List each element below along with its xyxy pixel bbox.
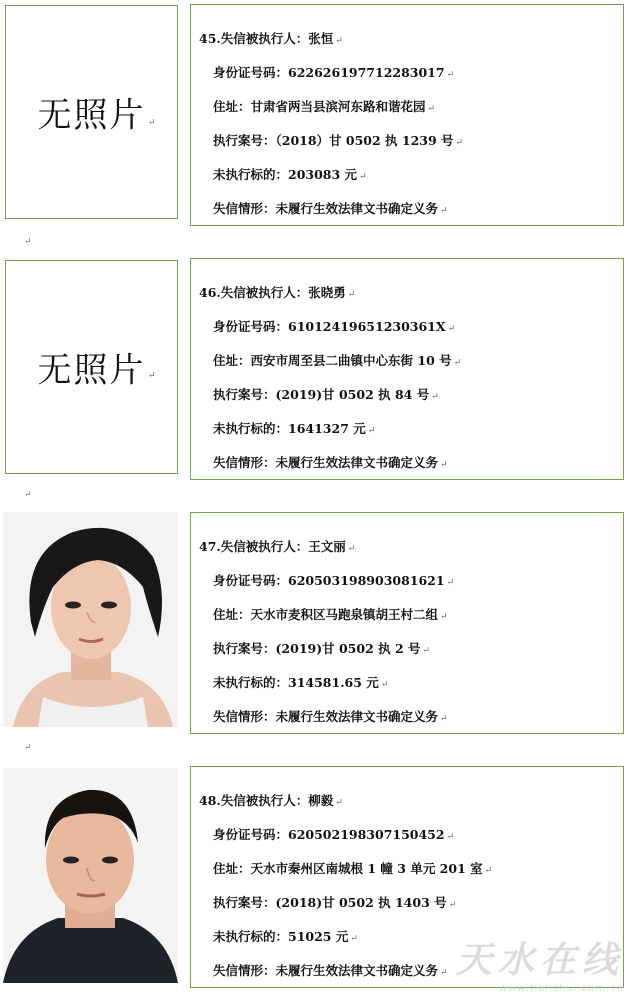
record-card-45 <box>190 4 624 226</box>
watermark-url: www.tianshui.com.cn <box>498 983 624 994</box>
photo-47 <box>3 512 178 727</box>
no-photo-text: 无照片 <box>37 350 146 391</box>
record-title: 45.失信被执行人：张恒 ↵ <box>199 31 343 46</box>
portrait-male-image <box>3 768 178 983</box>
photo-48 <box>3 768 178 983</box>
paragraph-mark: ↵ <box>24 237 32 247</box>
address-row: 住址：天水市麦积区马跑泉镇胡王村二组 ↵ <box>213 607 448 622</box>
address-row: 住址：天水市秦州区南城根 1 幢 3 单元 201 室 ↵ <box>213 861 493 876</box>
id-row: 身份证号码：620502198307150452 ↵ <box>213 827 455 842</box>
id-row: 身份证号码：620503198903081621 ↵ <box>213 573 455 588</box>
photo-placeholder-46: 无照片 ↵ <box>5 260 178 474</box>
photo-placeholder-45: 无照片 ↵ <box>5 5 178 219</box>
record-title: 48.失信被执行人：柳毅 ↵ <box>199 793 343 808</box>
situation-row: 失信情形：未履行生效法律文书确定义务 ↵ <box>213 201 448 216</box>
situation-row: 失信情形：未履行生效法律文书确定义务 ↵ <box>213 963 448 978</box>
record-title: 46.失信被执行人：张晓勇 ↵ <box>199 285 356 300</box>
amount-row: 未执行标的：51025 元 ↵ <box>213 929 358 944</box>
id-row: 身份证号码：622626197712283017 ↵ <box>213 65 455 80</box>
amount-row: 未执行标的：314581.65 元 ↵ <box>213 675 389 690</box>
amount-row: 未执行标的：1641327 元 ↵ <box>213 421 376 436</box>
no-photo-text: 无照片 <box>37 95 146 136</box>
case-row: 执行案号：(2019)甘 0502 执 2 号 ↵ <box>213 641 431 656</box>
amount-row: 未执行标的：203083 元 ↵ <box>213 167 367 182</box>
address-row: 住址：西安市周至县二曲镇中心东街 10 号 ↵ <box>213 353 462 368</box>
record-card-46 <box>190 258 624 480</box>
case-row: 执行案号：(2018)甘 0502 执 1403 号 ↵ <box>213 895 457 910</box>
site-watermark <box>456 932 624 994</box>
watermark-brand: 天水在线 <box>455 940 624 981</box>
paragraph-mark: ↵ <box>24 490 32 500</box>
record-card-47 <box>190 512 624 734</box>
situation-row: 失信情形：未履行生效法律文书确定义务 ↵ <box>213 709 448 724</box>
id-row: 身份证号码：61012419651230361X ↵ <box>213 319 456 334</box>
address-row: 住址：甘肃省两当县滨河东路和谐花园 ↵ <box>213 99 436 114</box>
case-row: 执行案号：(2019)甘 0502 执 84 号 ↵ <box>213 387 439 402</box>
record-title: 47.失信被执行人：王文丽 ↵ <box>199 539 356 554</box>
paragraph-mark: ↵ <box>24 743 32 753</box>
case-row: 执行案号：（2018）甘 0502 执 1239 号 ↵ <box>213 133 464 148</box>
portrait-female-image <box>3 512 178 727</box>
situation-row: 失信情形：未履行生效法律文书确定义务 ↵ <box>213 455 448 470</box>
